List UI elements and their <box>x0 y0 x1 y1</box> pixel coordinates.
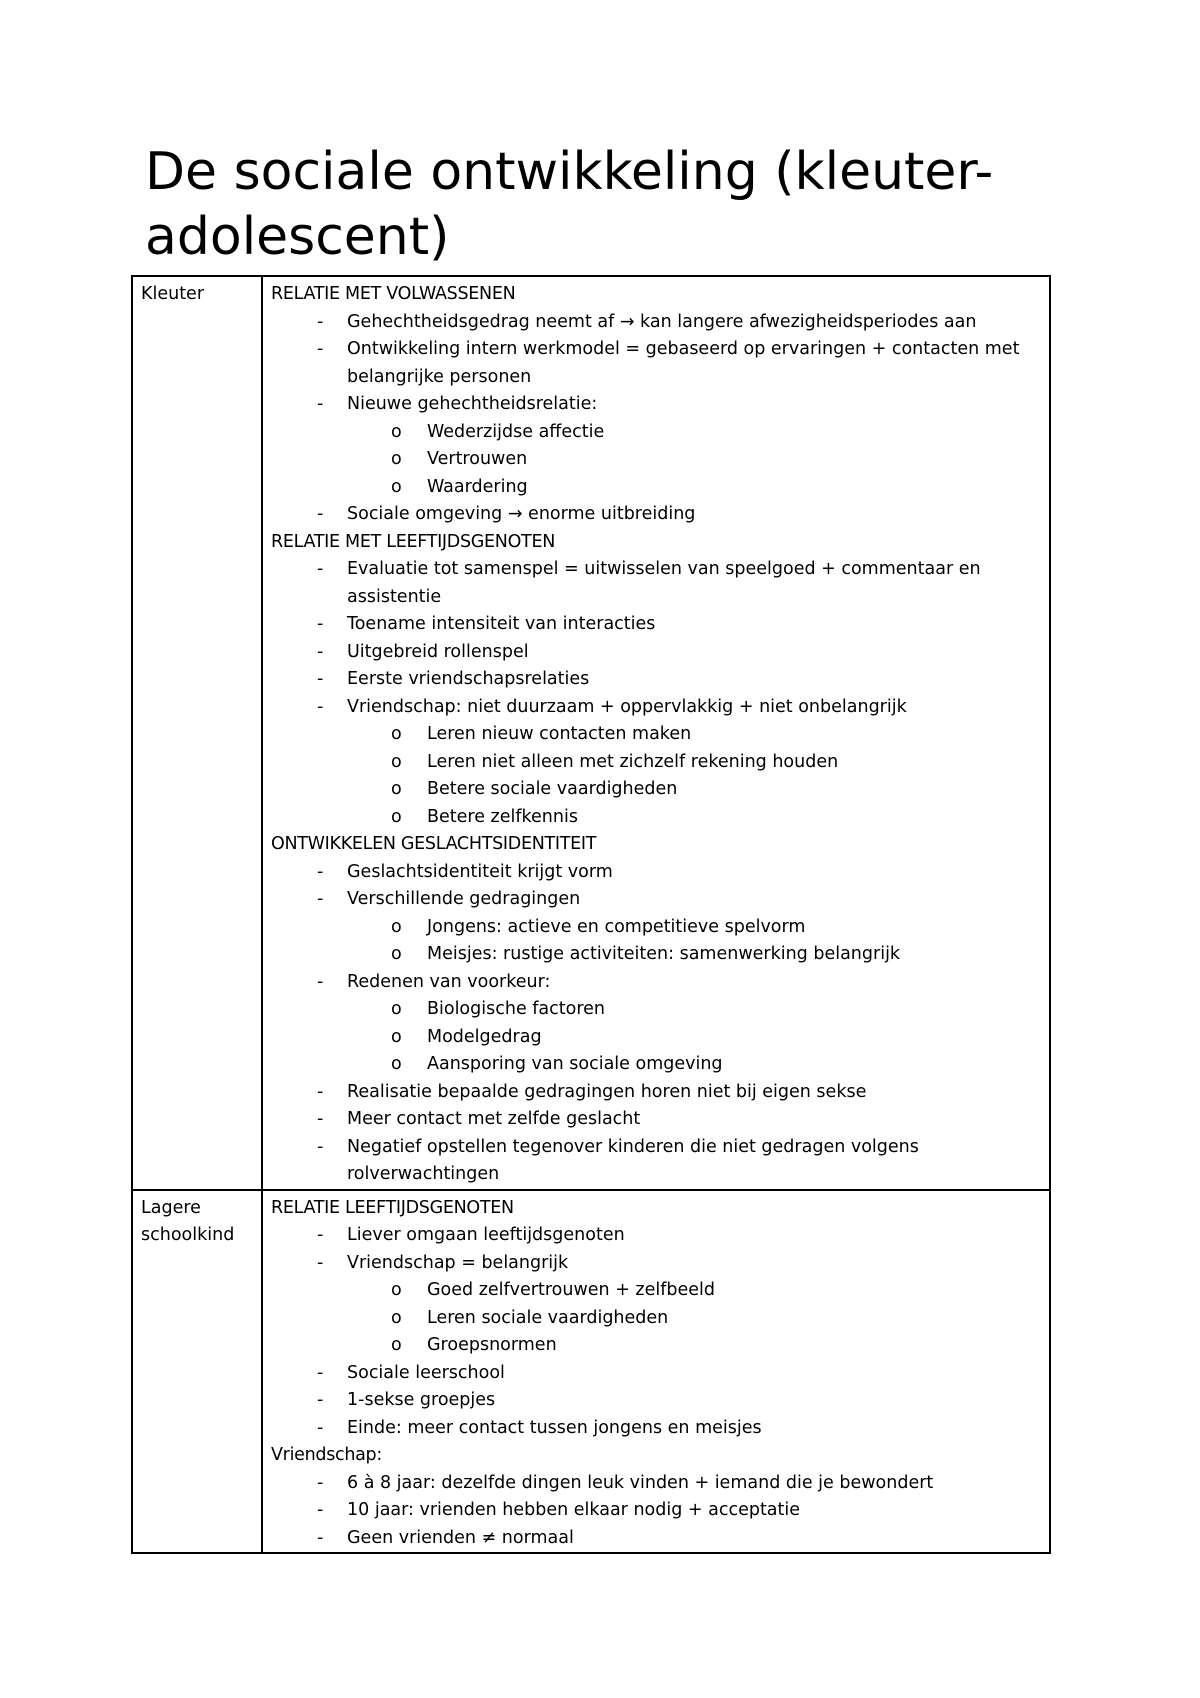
list-item-text: Betere sociale vaardigheden <box>427 779 678 799</box>
dash-bullet: - <box>317 1362 324 1383</box>
list-item-text: Geen vrienden ≠ normaal <box>347 1527 574 1548</box>
dash-bullet: - <box>317 614 324 634</box>
list-item-text: Vriendschap: <box>271 1445 382 1465</box>
list-item-text: Wederzijdse affectie <box>427 421 605 442</box>
list-item-text: Biologische factoren <box>427 999 606 1019</box>
dash-bullet: - <box>317 1390 324 1410</box>
dash-bullet: - <box>317 971 324 992</box>
circle-bullet: o <box>391 1307 402 1328</box>
section-heading <box>271 1195 1041 1223</box>
list-item-text: Vriendschap: niet duurzaam + oppervlakkig + niet onbelangrijk <box>347 696 907 717</box>
dash-bullet: - <box>317 311 324 332</box>
circle-bullet: o <box>391 944 402 964</box>
circle-bullet: o <box>391 751 402 772</box>
list-item-text: RELATIE MET LEEFTIJDSGENOTEN <box>271 531 555 552</box>
list-item <box>271 1277 1041 1305</box>
list-item <box>271 804 1041 832</box>
dash-bullet: - <box>317 1109 324 1129</box>
list-item-text: Realisatie bepaalde gedragingen horen niet bij eigen sekse <box>347 1081 867 1102</box>
circle-bullet: o <box>391 1335 402 1355</box>
dash-bullet: - <box>317 861 324 882</box>
dash-bullet: - <box>317 1500 324 1520</box>
list-item <box>271 474 1041 502</box>
list-item <box>271 639 1041 667</box>
circle-bullet: o <box>391 449 402 469</box>
list-item-text: Leren niet alleen met zichzelf rekening houden <box>427 751 839 772</box>
list-item <box>271 721 1041 749</box>
list-item-text: Nieuwe gehechtheidsrelatie: <box>347 394 598 414</box>
list-item-text: RELATIE LEEFTIJDSGENOTEN <box>271 1197 514 1218</box>
list-item <box>271 1222 1041 1250</box>
circle-bullet: o <box>391 1026 402 1047</box>
dash-bullet: - <box>317 504 324 524</box>
list-item <box>271 1106 1041 1134</box>
list-item <box>271 309 1041 337</box>
list-item-text: Goed zelfvertrouwen + zelfbeeld <box>427 1280 716 1300</box>
list-item-text: Sociale omgeving → enorme uitbreiding <box>347 504 696 524</box>
circle-bullet: o <box>391 806 402 827</box>
list-item <box>271 694 1041 722</box>
list-item-text: Sociale leerschool <box>347 1362 505 1383</box>
list-item-text: Betere zelfkennis <box>427 806 578 827</box>
dash-bullet: - <box>317 696 324 717</box>
list-item-text: 10 jaar: vrienden hebben elkaar nodig + acceptatie <box>347 1500 801 1520</box>
list-item <box>271 776 1041 804</box>
table-row <box>132 276 1050 1190</box>
list-item <box>271 1051 1041 1079</box>
row-content <box>262 276 1050 1190</box>
list-item-text: Vertrouwen <box>427 449 528 469</box>
list-item <box>271 419 1041 447</box>
list-item <box>271 969 1041 997</box>
section-heading <box>271 831 1041 859</box>
list-item-text: Meisjes: rustige activiteiten: samenwerking belangrijk <box>427 944 901 964</box>
list-item-text: Aansporing van sociale omgeving <box>427 1054 723 1074</box>
list-item <box>271 1497 1041 1525</box>
section-heading <box>271 529 1041 557</box>
list-item <box>271 611 1041 639</box>
list-item <box>271 1024 1041 1052</box>
list-item-text: RELATIE MET VOLWASSENEN <box>271 284 516 304</box>
dash-bullet: - <box>317 889 324 909</box>
list-item-text: Einde: meer contact tussen jongens en meisjes <box>347 1417 762 1438</box>
dash-bullet: - <box>317 1081 324 1102</box>
list-item <box>271 1470 1041 1498</box>
dash-bullet: - <box>317 1472 324 1493</box>
list-item <box>271 501 1041 529</box>
list-item <box>271 1415 1041 1443</box>
list-item-text: Geslachtsidentiteit krijgt vorm <box>347 861 613 882</box>
circle-bullet: o <box>391 999 402 1019</box>
list-item <box>271 391 1041 419</box>
list-item-text: 1-sekse groepjes <box>347 1390 496 1410</box>
list-item-text: Negatief opstellen tegenover kinderen die niet gedragen volgens rolverwachtingen <box>347 1136 919 1184</box>
list-item-text: Ontwikkeling intern werkmodel = gebaseerd op ervaringen + contacten met belangrijke personen <box>347 339 1020 387</box>
list-item-text: Gehechtheidsgedrag neemt af → kan langere afwezigheidsperiodes aan <box>347 311 977 332</box>
list-item-text: Jongens: actieve en competitieve spelvorm <box>427 916 806 937</box>
dash-bullet: - <box>317 394 324 414</box>
list-item <box>271 1360 1041 1388</box>
list-item <box>271 914 1041 942</box>
section-heading <box>271 1442 1041 1470</box>
list-item <box>271 1305 1041 1333</box>
list-item-text: Waardering <box>427 476 528 497</box>
list-item <box>271 941 1041 969</box>
circle-bullet: o <box>391 779 402 799</box>
list-item-text: 6 à 8 jaar: dezelfde dingen leuk vinden + iemand die je bewondert <box>347 1472 934 1493</box>
circle-bullet: o <box>391 1054 402 1074</box>
list-item <box>271 1250 1041 1278</box>
list-item <box>271 556 1041 611</box>
page-title: De sociale ontwikkeling (kleuter-adolescent) <box>145 142 994 267</box>
list-item-text: Eerste vriendschapsrelaties <box>347 669 590 689</box>
list-item <box>271 446 1041 474</box>
circle-bullet: o <box>391 724 402 744</box>
list-item <box>271 666 1041 694</box>
dash-bullet: - <box>317 1417 324 1438</box>
list-item-text: Groepsnormen <box>427 1335 557 1355</box>
dash-bullet: - <box>317 1527 324 1548</box>
list-item-text: ONTWIKKELEN GESLACHTSIDENTITEIT <box>271 834 597 854</box>
dash-bullet: - <box>317 559 324 579</box>
list-item-text: Leren nieuw contacten maken <box>427 724 692 744</box>
dash-bullet: - <box>317 1252 324 1273</box>
list-item-text: Vriendschap = belangrijk <box>347 1252 569 1273</box>
dash-bullet: - <box>317 641 324 662</box>
dash-bullet: - <box>317 1225 324 1245</box>
list-item-text: Toename intensiteit van interacties <box>347 614 656 634</box>
list-item <box>271 336 1041 391</box>
list-item-text: Uitgebreid rollenspel <box>347 641 529 662</box>
dash-bullet: - <box>317 339 324 359</box>
list-item <box>271 859 1041 887</box>
dash-bullet: - <box>317 669 324 689</box>
dash-bullet: - <box>317 1136 324 1157</box>
row-label: Kleuter <box>132 276 262 1190</box>
row-content <box>262 1190 1050 1554</box>
list-item <box>271 1079 1041 1107</box>
list-item-text: Verschillende gedragingen <box>347 889 581 909</box>
list-item-text: Redenen van voorkeur: <box>347 971 551 992</box>
list-item <box>271 1525 1041 1553</box>
circle-bullet: o <box>391 476 402 497</box>
list-item <box>271 749 1041 777</box>
list-item <box>271 1387 1041 1415</box>
list-item-text: Liever omgaan leeftijdsgenoten <box>347 1225 625 1245</box>
list-item-text: Leren sociale vaardigheden <box>427 1307 669 1328</box>
list-item <box>271 886 1041 914</box>
list-item <box>271 996 1041 1024</box>
notes-table <box>131 275 1051 1554</box>
list-item-text: Modelgedrag <box>427 1026 542 1047</box>
circle-bullet: o <box>391 916 402 937</box>
list-item-text: Meer contact met zelfde geslacht <box>347 1109 641 1129</box>
circle-bullet: o <box>391 1280 402 1300</box>
table-row <box>132 1190 1050 1554</box>
list-item <box>271 1332 1041 1360</box>
circle-bullet: o <box>391 421 402 442</box>
list-item <box>271 1134 1041 1189</box>
row-label: Lagere schoolkind <box>132 1190 262 1554</box>
section-heading <box>271 281 1041 309</box>
list-item-text: Evaluatie tot samenspel = uitwisselen van speelgoed + commentaar en assistentie <box>347 559 981 607</box>
